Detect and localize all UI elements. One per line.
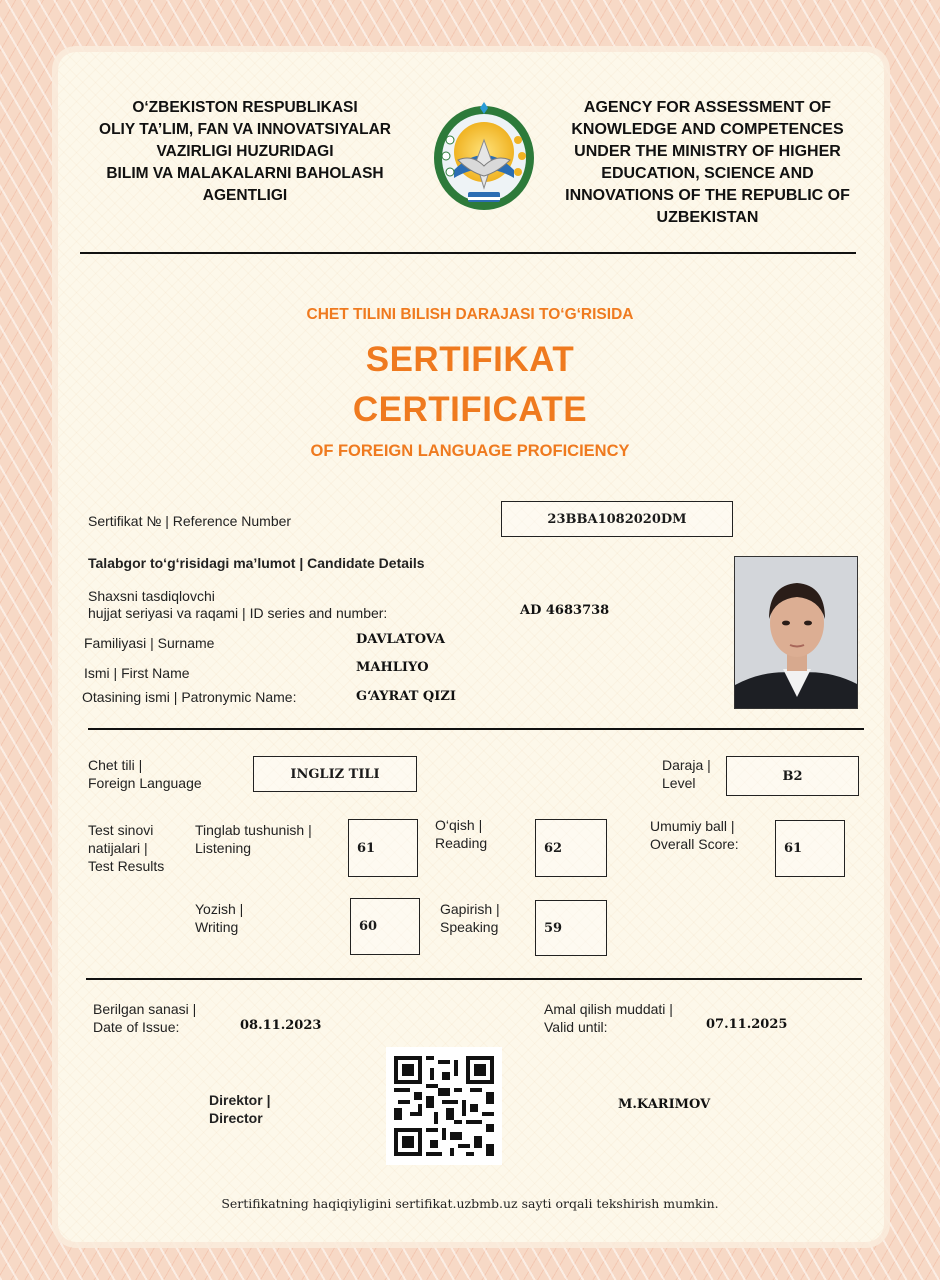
foreign-language-label-2: Foreign Language: [88, 775, 202, 791]
certificate-tagline: OF FOREIGN LANGUAGE PROFICIENCY: [310, 442, 630, 460]
header-right-line: AGENCY FOR ASSESSMENT OF: [583, 99, 832, 116]
overall-score: 61: [775, 820, 845, 877]
test-results-label-1: Test sinovi: [88, 822, 154, 838]
director-label-2: Director: [209, 1110, 263, 1126]
valid-until-value: 07.11.2025: [706, 1017, 788, 1032]
header-right-line: INNOVATIONS OF THE REPUBLIC OF: [565, 187, 850, 204]
reading-label-2: Reading: [435, 835, 488, 851]
header-divider: [80, 252, 856, 254]
level-label-2: Level: [662, 775, 696, 791]
test-results-label-2: natijalari |: [88, 840, 148, 856]
first-name-value: MAHLIYO: [356, 660, 429, 675]
writing-label-2: Writing: [195, 919, 239, 935]
director-name: M.KARIMOV: [618, 1097, 711, 1112]
header-left-line: AGENTLIGI: [202, 187, 288, 204]
state-emblem-icon: [428, 100, 540, 214]
valid-until-label-2: Valid until:: [544, 1019, 608, 1035]
listening-score: 61: [348, 819, 418, 877]
id-value: AD 4683738: [520, 603, 610, 618]
issue-date-label-2: Date of Issue:: [93, 1019, 180, 1035]
level-value: B2: [726, 756, 859, 796]
foreign-language-value: INGLIZ TILI: [253, 756, 417, 792]
surname-value: DAVLATOVA: [356, 632, 445, 647]
reference-label: Sertifikat № | Reference Number: [88, 513, 292, 529]
listening-label-1: Tinglab tushunish |: [195, 822, 312, 838]
overall-label-1: Umumiy ball |: [650, 818, 735, 834]
speaking-label-1: Gapirish |: [440, 901, 500, 917]
test-results-label-3: Test Results: [88, 858, 165, 874]
candidate-divider: [88, 728, 864, 730]
writing-score: 60: [350, 898, 420, 955]
header-right-line: KNOWLEDGE AND COMPETENCES: [571, 121, 844, 138]
certificate-title-uz: SERTIFIKAT: [365, 340, 575, 379]
issue-date-label-1: Berilgan sanasi |: [93, 1001, 197, 1017]
certificate-subtitle: CHET TILINI BILISH DARAJASI TO‘G‘RISIDA: [306, 306, 634, 323]
speaking-score: 59: [535, 900, 607, 956]
certificate-title-en: CERTIFICATE: [352, 390, 588, 429]
listening-label-2: Listening: [195, 840, 252, 856]
candidate-photo: [734, 556, 858, 709]
level-label-1: Daraja |: [662, 757, 711, 773]
foreign-language-label-1: Chet tili |: [88, 757, 143, 773]
issue-date-value: 08.11.2023: [240, 1018, 322, 1033]
speaking-label-2: Speaking: [440, 919, 499, 935]
valid-until-label-1: Amal qilish muddati |: [544, 1001, 673, 1017]
header-right-line: UZBEKISTAN: [656, 209, 759, 226]
header-left-uz: [60, 97, 430, 207]
header-left-line: OLIY TA’LIM, FAN VA INNOVATSIYALAR: [99, 121, 391, 138]
results-divider: [86, 978, 862, 980]
header-right-line: UNDER THE MINISTRY OF HIGHER: [574, 143, 841, 160]
patronymic-label: Otasining ismi | Patronymic Name:: [82, 689, 297, 705]
id-label-line-1: Shaxsni tasdiqlovchi: [88, 588, 215, 604]
reference-number-value: 23BBA1082020DM: [501, 501, 733, 537]
candidate-details-heading: Talabgor to‘g‘risidagi ma’lumot | Candidate Details: [88, 555, 425, 571]
header-right-line: EDUCATION, SCIENCE AND: [601, 165, 814, 182]
director-label-1: Direktor |: [209, 1092, 271, 1108]
header-left-line: VAZIRLIGI HUZURIDAGI: [156, 143, 334, 160]
first-name-label: Ismi | First Name: [84, 665, 190, 681]
header-right-en: [540, 97, 875, 229]
reading-score: 62: [535, 819, 607, 877]
surname-label: Familiyasi | Surname: [84, 635, 215, 651]
patronymic-value: G‘AYRAT QIZI: [356, 689, 456, 704]
writing-label-1: Yozish |: [195, 901, 244, 917]
reading-label-1: O‘qish |: [435, 817, 483, 833]
header-left-line: O‘ZBEKISTON RESPUBLIKASI: [132, 99, 358, 116]
id-label-line-2: hujjat seriyasi va raqami | ID series and number:: [88, 605, 388, 621]
verification-qr-code[interactable]: [386, 1047, 502, 1165]
verification-note: Sertifikatning haqiqiyligini sertifikat.uzbmb.uz sayti orqali tekshirish mumkin.: [221, 1196, 719, 1211]
header-left-line: BILIM VA MALAKALARNI BAHOLASH: [106, 165, 384, 182]
overall-label-2: Overall Score:: [650, 836, 739, 852]
